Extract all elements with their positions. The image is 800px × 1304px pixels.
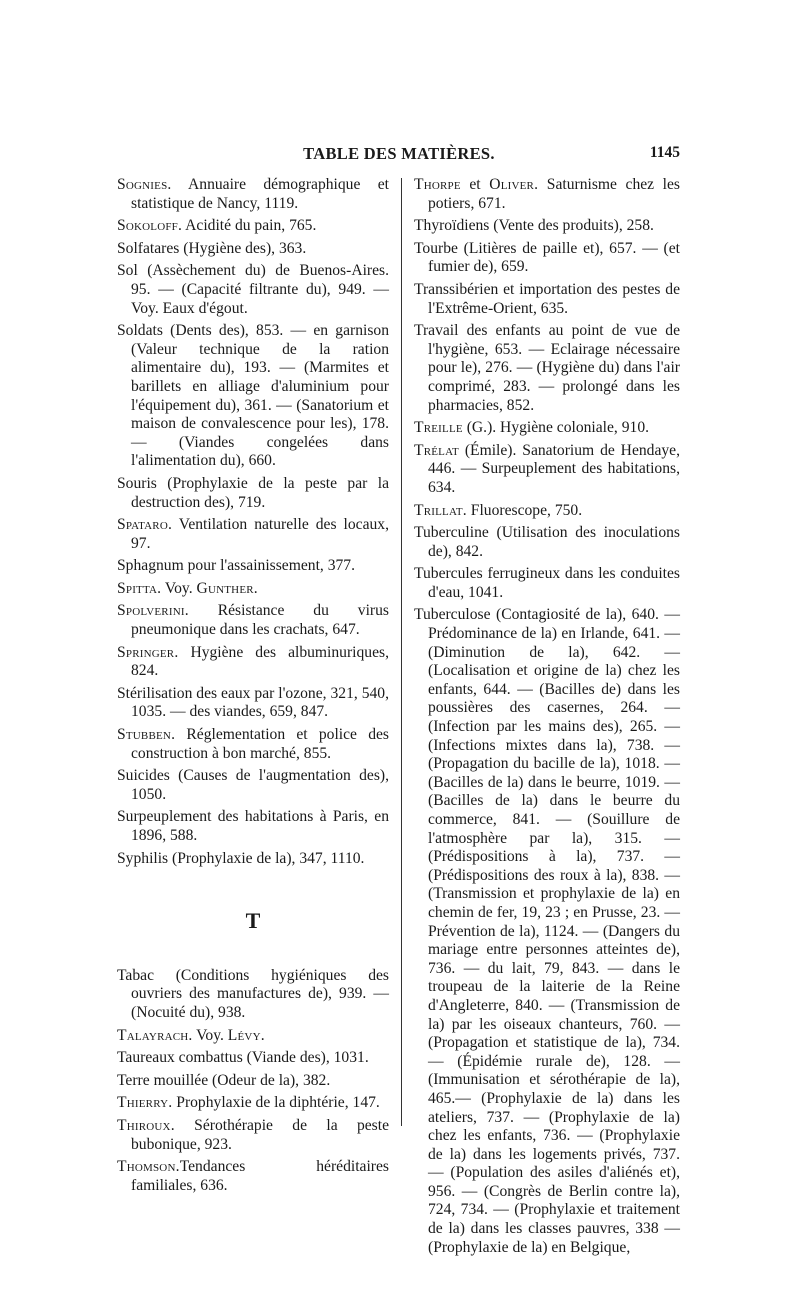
author-name: Stubben.	[117, 726, 176, 744]
index-entry	[117, 1027, 389, 1046]
entry-text: et	[460, 176, 490, 193]
index-entry	[117, 516, 389, 553]
index-entry	[117, 217, 389, 236]
index-entry: Transsibérien et importation des pestes de l'Extrême-Orient, 635.	[414, 280, 680, 317]
index-entry: Thyroïdiens (Vente des produits), 258.	[414, 217, 654, 235]
entry-text: Fluorescope, 750.	[466, 501, 583, 519]
index-entry: Sphagnum pour l'assainissement, 377.	[117, 557, 355, 575]
entry-text: Sérothérapie de la peste bubonique, 923.	[131, 1116, 389, 1153]
index-entry: Tubercules ferrugineux dans les conduites d'eau, 1041.	[414, 565, 680, 601]
index-entry: Stérilisation des eaux par l'ozone, 321, 540, 1035. — des viandes, 659, 847.	[117, 684, 389, 721]
author-name: Trillat.	[414, 501, 467, 519]
page-number: 1145	[649, 144, 680, 161]
entry-text: Saturnisme chez les potiers, 671.	[428, 176, 680, 212]
section-letter: T	[245, 908, 261, 934]
author-name: Sokoloff.	[117, 217, 183, 235]
index-entry	[414, 176, 680, 213]
author-name: Talayrach.	[117, 1026, 193, 1044]
index-entry	[117, 1117, 389, 1154]
index-entry: Terre mouillée (Odeur de la), 382.	[117, 1071, 331, 1089]
index-entry: Tourbe (Litières de paille et), 657. — (et fumier de), 659.	[414, 239, 680, 276]
index-entry: Taureaux combattus (Viande des), 1031.	[117, 1049, 369, 1067]
index-entry	[117, 602, 389, 639]
author-name: Thorpe	[414, 176, 461, 193]
author-name: Sognies.	[117, 176, 172, 193]
index-entry: Syphilis (Prophylaxie de la), 347, 1110.	[117, 849, 365, 867]
index-entry	[117, 1094, 389, 1113]
index-entry	[414, 502, 680, 521]
entry-text: Voy.	[161, 579, 197, 597]
page-header	[118, 144, 680, 168]
index-entry: Souris (Prophylaxie de la peste par la destruction des), 719.	[117, 474, 389, 511]
entry-text: Prophylaxie de la diphtérie, 147.	[172, 1094, 380, 1112]
cross-reference: Lévy.	[227, 1026, 265, 1044]
author-name: Spolverini.	[117, 602, 189, 620]
author-name: Thiroux.	[117, 1116, 175, 1134]
index-entry: Tuberculine (Utilisation des inoculations de), 842.	[414, 524, 680, 560]
author-name: Spitta.	[117, 579, 162, 597]
index-entry	[117, 726, 389, 763]
author-name: Thomson.	[117, 1158, 180, 1176]
index-entry: Tuberculose (Contagiosité de la), 640. — Prédominance de la) en Irlande, 641. — (Diminution de la), 642. — (Localisation et origine de la) chez les enfants, 644. — (Bacilles de) dans les poussières des casernes, 264. — (Infection par les mains des), 265. — (Infections mixtes dans la), 738. — (Propagation du bacille de la), 1018. — (Bacilles de la) dans le beurre, 1019. — (Bacilles de la) dans le beurre du commerce, 841. — (Souillure de l'atmosphère par la), 315. — (Prédispositions à la), 737. — (Prédispositions des roux à la), 838. —(Transmission et prophylaxie de la) en chemin de fer, 19, 23 ; en Prusse, 23. — Prévention de la), 1124. — (Dangers du mariage entre personnes atteintes de), 736. — du lait, 79, 843. — dans le troupeau de la laiterie de la Reine d'Angleterre, 840. — (Transmission de la) par les oiseaux chanteurs, 760. — (Propagation et statistique de la), 734. — (Épidémie rurale de), 128. — (Immunisation et sérothérapie de la), 465.— (Prophylaxie de la) dans les ateliers, 737. — (Prophylaxie de la) chez les enfants, 736. — (Prophylaxie de la) dans les logements privés, 737. — (Population des asiles d'aliénés et), 956. — (Congrès de Berlin contre la), 724, 734. — (Prophylaxie et traitement de la) dans les classes pauvres, 338 — (Prophylaxie de la) en Belgique,	[414, 606, 680, 1256]
entry-text: Annuaire démographique et statistique de Nancy, 1119.	[131, 176, 389, 212]
cross-reference: Gunther.	[196, 579, 258, 597]
author-name: Thierry.	[117, 1094, 173, 1112]
index-entry: Suicides (Causes de l'augmentation des), 1050.	[117, 767, 389, 803]
left-column	[117, 176, 389, 1199]
index-entry	[117, 1158, 389, 1195]
entry-text: Tendances héréditaires familiales, 636.	[131, 1158, 389, 1194]
entry-text: Voy.	[192, 1026, 228, 1044]
index-entry: Travail des enfants au point de vue de l'hygiène, 653. — Eclairage nécessaire pour le), 276. — (Hygiène du) dans l'air comprimé, 283. — prolongé dans les pharmacies, 852.	[414, 322, 680, 414]
index-entry	[414, 442, 680, 498]
index-entry	[117, 176, 389, 213]
author-name: Trélat	[414, 441, 459, 459]
author-name: Springer.	[117, 643, 179, 661]
index-entry	[117, 644, 389, 681]
right-column	[414, 176, 680, 1261]
index-entry: Soldats (Dents des), 853. — en garnison (Valeur technique de la ration alimentaire du), 193. — (Marmites et barillets en alliage d'aluminium pour l'équipement du), 361. — (Sanatorium et maison de convalescence pour les), 178. — (Viandes congelées dans l'alimentation du), 660.	[117, 322, 389, 470]
index-entry: Surpeuplement des habitations à Paris, en 1896, 588.	[117, 808, 389, 844]
entry-text: (G.). Hygiène coloniale, 910.	[462, 419, 650, 437]
index-entry: Sol (Assèchement du) de Buenos-Aires. 95. — (Capacité filtrante du), 949. — Voy. Eaux d'égout.	[117, 262, 389, 317]
entry-text: Hygiène des albuminuriques, 824.	[131, 643, 389, 680]
column-divider	[401, 178, 402, 1126]
index-entry	[414, 419, 680, 438]
page-title: TABLE DES MATIÈRES.	[303, 144, 495, 163]
entry-text: Ventilation naturelle des locaux, 97.	[131, 516, 389, 552]
index-entry	[117, 580, 389, 599]
author-name: Spataro.	[117, 516, 173, 534]
entry-text: Résistance du virus pneumonique dans les crachats, 647.	[131, 602, 389, 639]
entry-text: Acidité du pain, 765.	[182, 217, 317, 235]
entry-text: (Émile). Sanatorium de Hendaye, 446. — Surpeuplement des habitations, 634.	[428, 441, 680, 496]
entry-text: Réglementation et police des construction à bon marché, 855.	[131, 726, 389, 762]
author-name: Oliver.	[489, 176, 539, 193]
index-entry: Solfatares (Hygiène des), 363.	[117, 239, 307, 257]
author-name: Treille	[414, 419, 463, 437]
index-entry: Tabac (Conditions hygiéniques des ouvriers des manufactures de), 939. — (Nocuité du), 938.	[117, 966, 389, 1021]
